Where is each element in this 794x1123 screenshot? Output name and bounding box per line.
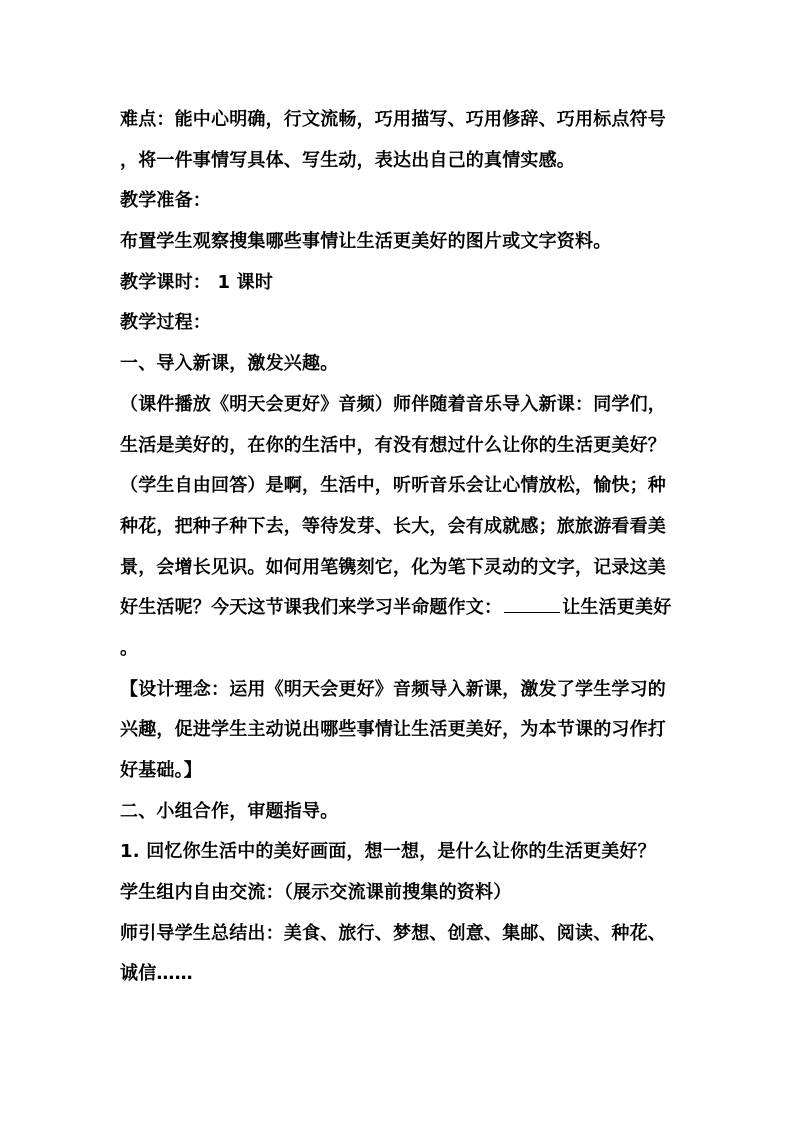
design-note-line: 兴趣，促进学生主动说出哪些事情让生活更美好，为本节课的习作打 xyxy=(120,719,666,741)
section-heading-intro: 一、导入新课，激发兴趣。 xyxy=(120,353,339,375)
paragraph-line: 。 xyxy=(120,637,139,659)
list-item-1: 1. 回忆你生活中的美好画面，想一想，是什么让你的生活更美好？ xyxy=(120,841,656,863)
design-note-line: 【设计理念：运用《明天会更好》音频导入新课，激发了学生学习的 xyxy=(120,678,666,700)
text-line-preparation: 布置学生观察搜集哪些事情让生活更美好的图片或文字资料。 xyxy=(120,231,612,253)
paragraph-line: 种花，把种子种下去，等待发芽、长大，会有成就感；旅旅游看看美 xyxy=(120,515,666,537)
heading-preparation: 教学准备： xyxy=(120,190,211,212)
text-line-difficulty-cont: ，将一件事情写具体、写生动，表达出自己的真情实感。 xyxy=(120,149,575,171)
section-heading-group-work: 二、小组合作，审题指导。 xyxy=(120,800,339,822)
heading-process: 教学过程： xyxy=(120,312,211,334)
paragraph-line: 生活是美好的，在你的生活中，有没有想过什么让你的生活更美好？ xyxy=(120,434,666,456)
paragraph-text-after-blank: 让生活更美好 xyxy=(562,597,672,619)
paragraph-line: 师引导学生总结出：美食、旅行、梦想、创意、集邮、阅读、种花、 xyxy=(120,922,666,944)
paragraph-line-with-blank xyxy=(120,588,692,629)
paragraph-line: （课件播放《明天会更好》音频）师伴随着音乐导入新课：同学们， xyxy=(120,393,666,415)
document-body xyxy=(120,100,692,995)
fill-in-blank xyxy=(504,598,560,613)
paragraph-text-before-blank: 好生活呢？今天这节课我们来学习半命题作文： xyxy=(120,597,503,619)
paragraph-line: 诚信…… xyxy=(120,963,193,985)
text-line-class-hours: 教学课时： 1 课时 xyxy=(120,271,274,293)
paragraph-line: 景，会增长见识。如何用笔镌刻它，化为笔下灵动的文字，记录这美 xyxy=(120,556,666,578)
paragraph-line: 学生组内自由交流：（展示交流课前搜集的资料） xyxy=(120,882,512,904)
text-line-difficulty: 难点：能中心明确，行文流畅，巧用描写、巧用修辞、巧用标点符号 xyxy=(120,109,666,130)
paragraph-line: （学生自由回答）是啊，生活中，听听音乐会让心情放松，愉快；种 xyxy=(120,475,666,497)
design-note-line: 好基础。】 xyxy=(120,760,202,781)
